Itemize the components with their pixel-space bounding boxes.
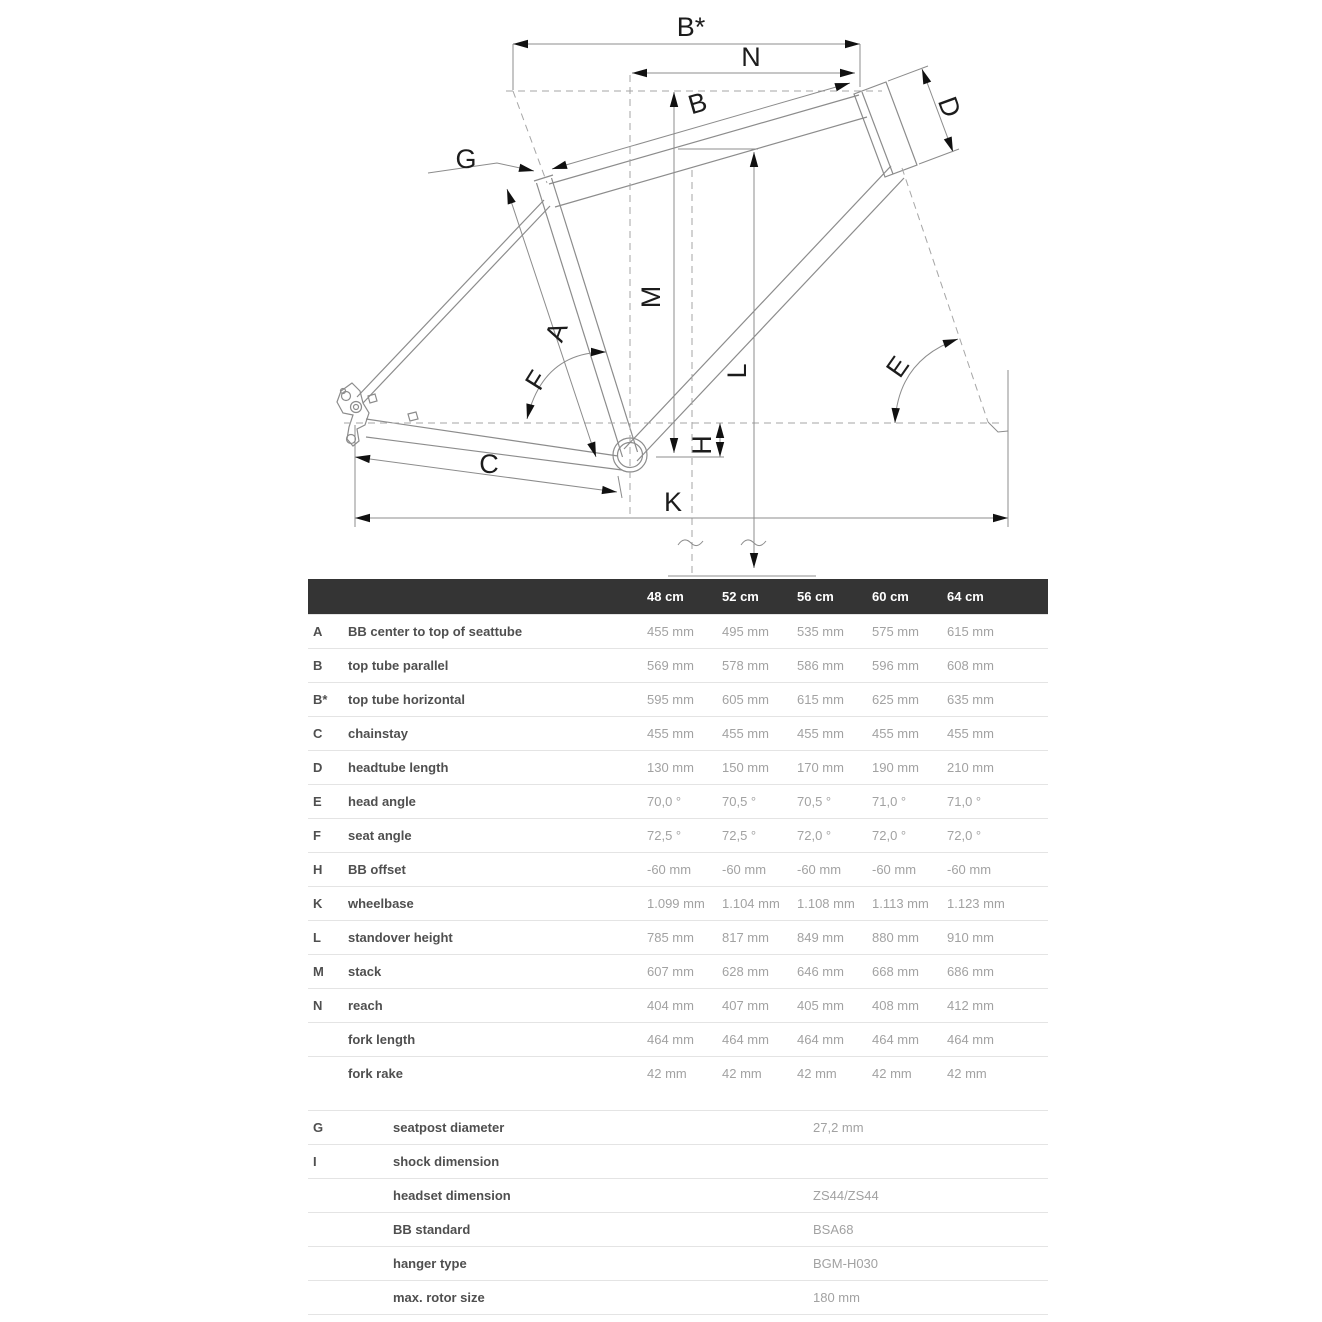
bike-frame-outline — [337, 82, 917, 472]
seat-tube — [552, 178, 638, 452]
spec-row — [308, 1178, 1048, 1212]
row-value: 625 mm — [872, 692, 919, 707]
row-value: 1.113 mm — [872, 896, 929, 911]
row-value: -60 mm — [722, 862, 767, 877]
row-label: headtube length — [348, 760, 449, 775]
spec-table-body — [308, 1110, 1048, 1314]
size-column-header: 64 cm — [947, 589, 984, 604]
row-label: top tube horizontal — [348, 692, 465, 707]
seat-stay — [357, 200, 544, 397]
row-value: 455 mm — [647, 726, 694, 741]
row-label: head angle — [348, 794, 416, 809]
spec-label: seatpost diameter — [393, 1120, 505, 1135]
dim-label-b: B — [684, 86, 711, 121]
geometry-table — [308, 579, 1048, 1090]
row-value: 1.104 mm — [722, 896, 780, 911]
row-value: 464 mm — [722, 1032, 769, 1047]
dim-label-a: A — [539, 318, 574, 346]
dim-label-e: E — [880, 350, 916, 383]
row-value: 880 mm — [872, 930, 919, 945]
dim-label-g: G — [455, 144, 477, 174]
row-value: 170 mm — [797, 760, 844, 775]
row-label: top tube parallel — [348, 658, 449, 673]
row-value: 70,5 ° — [722, 794, 757, 809]
spec-label: hanger type — [393, 1256, 467, 1271]
row-value: 455 mm — [947, 726, 994, 741]
geometry-row — [308, 818, 1048, 852]
row-value: 455 mm — [647, 624, 694, 639]
row-key: H — [313, 862, 323, 877]
spec-row — [308, 1110, 1048, 1144]
row-value: 608 mm — [947, 658, 994, 673]
row-value: 615 mm — [947, 624, 994, 639]
dim-label-k: K — [663, 487, 683, 517]
row-value: 464 mm — [872, 1032, 919, 1047]
spec-value: 27,2 mm — [813, 1120, 864, 1135]
steering-axis — [902, 168, 988, 422]
dim-label-m: M — [636, 285, 666, 309]
geometry-row — [308, 1056, 1048, 1090]
dim-label-h: H — [687, 435, 717, 455]
spec-key: I — [313, 1154, 317, 1169]
row-value: 569 mm — [647, 658, 694, 673]
row-key: A — [313, 624, 323, 639]
row-value: 455 mm — [872, 726, 919, 741]
geometry-row — [308, 682, 1048, 716]
row-value: 408 mm — [872, 998, 919, 1013]
row-value: 1.108 mm — [797, 896, 855, 911]
row-value: 646 mm — [797, 964, 844, 979]
row-value: 596 mm — [872, 658, 919, 673]
break-symbol — [678, 540, 703, 546]
row-key: K — [313, 896, 323, 911]
row-value: 72,5 ° — [647, 828, 682, 843]
spec-label: max. rotor size — [393, 1290, 485, 1305]
cable-guide — [368, 394, 377, 403]
dim-label-d: D — [932, 92, 967, 122]
row-value: 578 mm — [722, 658, 769, 673]
row-value: 615 mm — [797, 692, 844, 707]
seatpost-leader — [428, 163, 534, 173]
row-value: 455 mm — [722, 726, 769, 741]
row-value: 71,0 ° — [872, 794, 907, 809]
geometry-row — [308, 988, 1048, 1022]
row-label: fork rake — [348, 1066, 403, 1081]
spec-value: BGM-H030 — [813, 1256, 879, 1271]
geometry-row — [308, 716, 1048, 750]
row-value: 1.123 mm — [947, 896, 1005, 911]
row-value: 190 mm — [872, 760, 919, 775]
row-value: -60 mm — [872, 862, 917, 877]
row-value: -60 mm — [947, 862, 992, 877]
row-value: 42 mm — [872, 1066, 912, 1081]
row-label: seat angle — [348, 828, 412, 843]
row-value: 495 mm — [722, 624, 769, 639]
spec-label: BB standard — [393, 1222, 471, 1237]
row-value: 42 mm — [647, 1066, 687, 1081]
row-value: 849 mm — [797, 930, 844, 945]
row-value: 1.099 mm — [647, 896, 705, 911]
dim-label-b-star: B* — [676, 12, 706, 42]
geometry-row — [308, 1022, 1048, 1056]
row-value: 817 mm — [722, 930, 769, 945]
spec-row — [308, 1212, 1048, 1246]
spec-row — [308, 1280, 1048, 1314]
dim-label-l: L — [722, 363, 752, 379]
row-label: BB offset — [348, 862, 406, 877]
row-label: chainstay — [348, 726, 408, 741]
row-label: fork length — [348, 1032, 416, 1047]
geometry-table-body — [308, 614, 1048, 1090]
size-column-header: 56 cm — [797, 589, 834, 604]
row-value: 130 mm — [647, 760, 694, 775]
dim-label-f: F — [519, 365, 554, 396]
row-value: 42 mm — [947, 1066, 987, 1081]
row-label: standover height — [348, 930, 453, 945]
row-value: 635 mm — [947, 692, 994, 707]
row-value: 72,0 ° — [797, 828, 832, 843]
size-column-header: 52 cm — [722, 589, 759, 604]
size-column-header: 60 cm — [872, 589, 909, 604]
row-label: reach — [348, 998, 383, 1013]
geometry-row — [308, 784, 1048, 818]
spec-value: 180 mm — [813, 1290, 860, 1305]
row-value: 628 mm — [722, 964, 769, 979]
spec-table — [308, 1110, 1048, 1315]
spec-value: BSA68 — [813, 1222, 854, 1237]
row-value: -60 mm — [647, 862, 692, 877]
row-value: 668 mm — [872, 964, 919, 979]
row-key: B* — [313, 692, 328, 707]
geometry-row — [308, 886, 1048, 920]
row-label: wheelbase — [348, 896, 414, 911]
spec-row — [308, 1246, 1048, 1280]
row-key: M — [313, 964, 324, 979]
row-value: 404 mm — [647, 998, 694, 1013]
spec-label: shock dimension — [393, 1154, 500, 1169]
row-value: 535 mm — [797, 624, 844, 639]
row-value: 785 mm — [647, 930, 694, 945]
geometry-row — [308, 920, 1048, 954]
row-value: 910 mm — [947, 930, 994, 945]
row-value: 71,0 ° — [947, 794, 982, 809]
row-value: -60 mm — [797, 862, 842, 877]
row-value: 70,5 ° — [797, 794, 832, 809]
row-value: 42 mm — [797, 1066, 837, 1081]
row-value: 605 mm — [722, 692, 769, 707]
spec-key: G — [313, 1120, 324, 1135]
geometry-row — [308, 750, 1048, 784]
dim-label-c: C — [479, 449, 499, 479]
row-value: 686 mm — [947, 964, 994, 979]
row-value: 210 mm — [947, 760, 994, 775]
row-key: F — [313, 828, 321, 843]
row-value: 407 mm — [722, 998, 769, 1013]
row-value: 586 mm — [797, 658, 844, 673]
geometry-row — [308, 614, 1048, 648]
row-key: C — [313, 726, 323, 741]
row-key: D — [313, 760, 323, 775]
cable-guide — [408, 412, 418, 421]
row-value: 607 mm — [647, 964, 694, 979]
spec-label: headset dimension — [393, 1188, 511, 1203]
dim-label-n: N — [741, 42, 761, 72]
row-value: 150 mm — [722, 760, 769, 775]
row-key: E — [313, 794, 322, 809]
row-label: BB center to top of seattube — [348, 624, 523, 639]
row-value: 464 mm — [647, 1032, 694, 1047]
geometry-row — [308, 852, 1048, 886]
spec-row — [308, 1144, 1048, 1178]
row-value: 72,0 ° — [872, 828, 907, 843]
row-key: B — [313, 658, 323, 673]
row-key: N — [313, 998, 323, 1013]
row-value: 595 mm — [647, 692, 694, 707]
row-value: 72,5 ° — [722, 828, 757, 843]
row-value: 575 mm — [872, 624, 919, 639]
row-value: 412 mm — [947, 998, 994, 1013]
size-column-header: 48 cm — [647, 589, 684, 604]
row-value: 464 mm — [797, 1032, 844, 1047]
frame-geometry-diagram — [0, 0, 1322, 578]
row-value: 72,0 ° — [947, 828, 982, 843]
row-key: L — [313, 930, 321, 945]
row-value: 405 mm — [797, 998, 844, 1013]
geometry-row — [308, 954, 1048, 988]
row-label: stack — [348, 964, 382, 979]
row-value: 455 mm — [797, 726, 844, 741]
geometry-row — [308, 648, 1048, 682]
rear-dropout — [337, 383, 369, 446]
spec-value: ZS44/ZS44 — [813, 1188, 879, 1203]
row-value: 42 mm — [722, 1066, 762, 1081]
geometry-table-header — [308, 579, 1048, 614]
row-value: 70,0 ° — [647, 794, 682, 809]
row-value: 464 mm — [947, 1032, 994, 1047]
